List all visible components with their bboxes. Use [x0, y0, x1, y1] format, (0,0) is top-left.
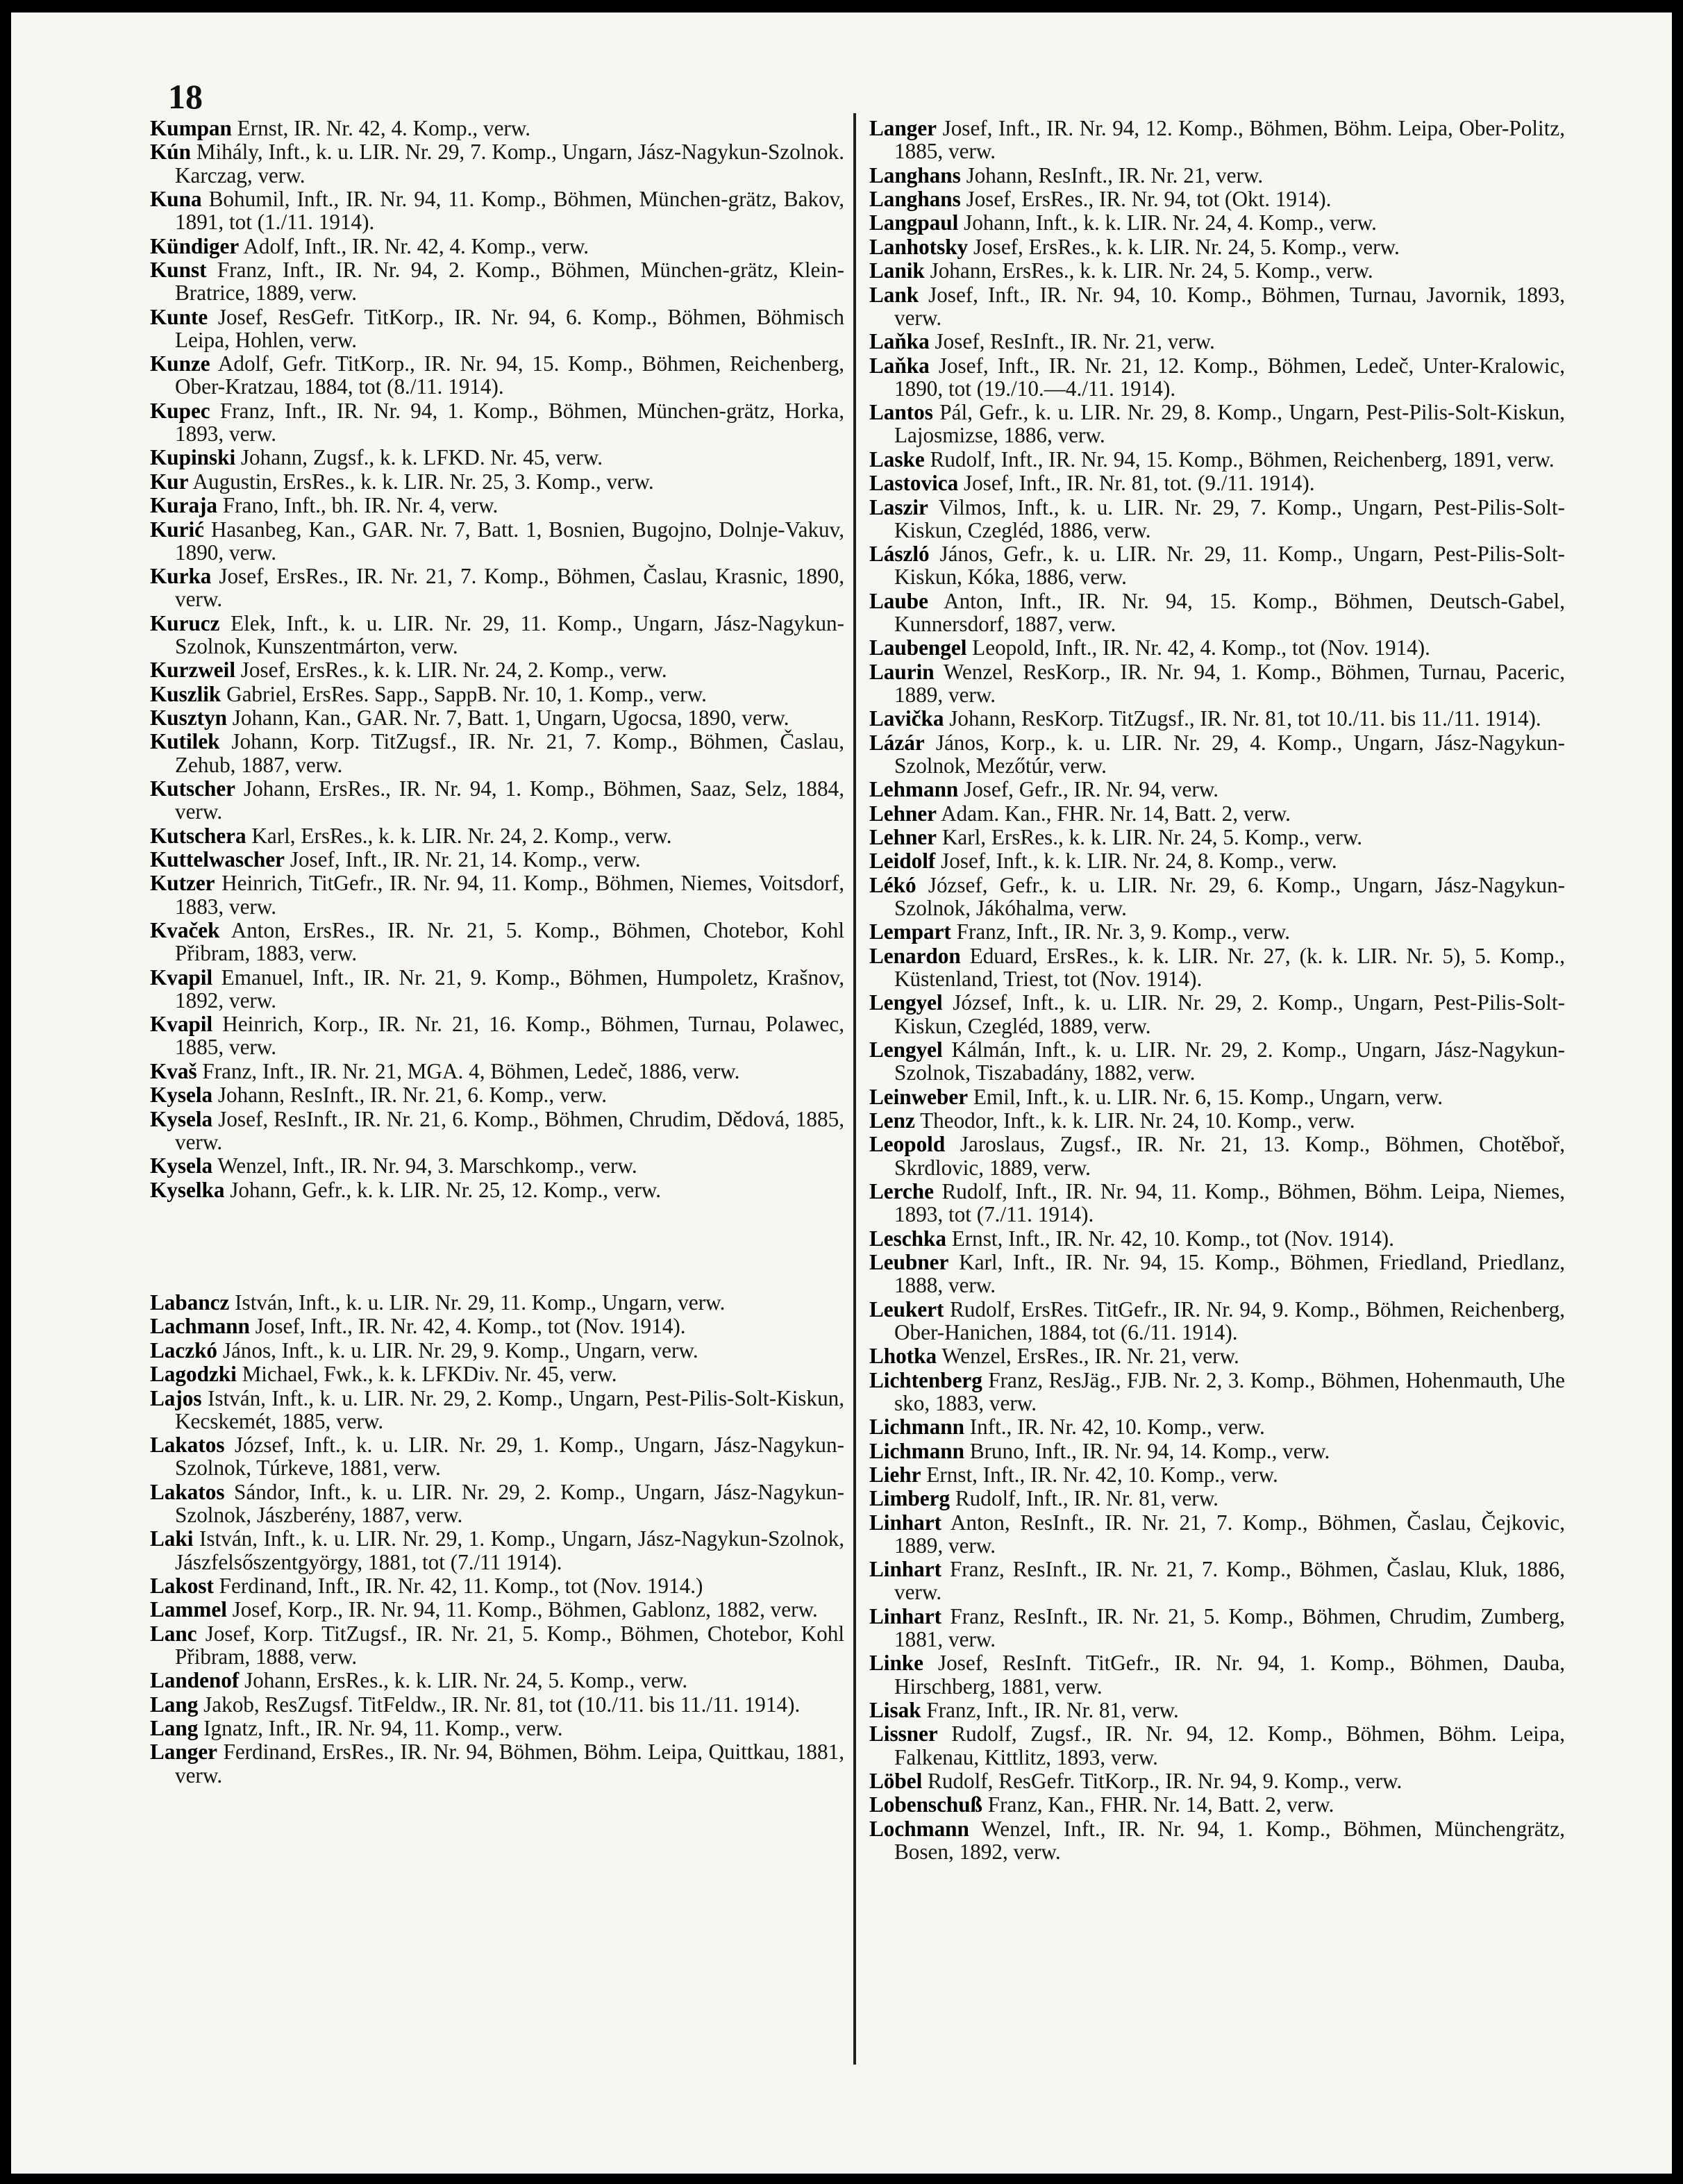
entry-details: Franz, ResInft., IR. Nr. 21, 5. Komp., Böhmen, Chrudim, Zumberg, 1881, verw. [894, 1603, 1565, 1652]
casualty-entry [150, 777, 844, 823]
casualty-entry [869, 259, 1565, 282]
entry-details: Adolf, Inft., IR. Nr. 42, 4. Komp., verw. [243, 233, 589, 258]
entry-details: Theodor, Inft., k. k. LIR. Nr. 24, 10. Komp., verw. [920, 1108, 1355, 1133]
entry-details: Rudolf, Zugsf., IR. Nr. 94, 12. Komp., Böhmen, Böhm. Leipa, Falkenau, Kittlitz, 1893, verw. [894, 1722, 1565, 1769]
casualty-entry [869, 1463, 1565, 1486]
entry-details: Johann, Inft., k. k. LIR. Nr. 24, 4. Komp., verw. [964, 210, 1377, 235]
entry-details: Franz, Kan., FHR. Nr. 14, Batt. 2, verw. [987, 1792, 1334, 1817]
casualty-entry [869, 542, 1565, 588]
entry-details: János, Inft., k. u. LIR. Nr. 29, 9. Komp., Ungarn, verw. [222, 1337, 698, 1362]
entry-details: Franz, ResInft., IR. Nr. 21, 7. Komp., Böhmen, Časlau, Kluk, 1886, verw. [894, 1557, 1566, 1605]
entry-surname: Kún [150, 140, 191, 165]
casualty-entry [869, 1769, 1565, 1792]
casualty-entry [150, 706, 844, 729]
entry-surname: Lichmann [869, 1415, 964, 1440]
entry-details: István, Inft., k. u. LIR. Nr. 29, 2. Komp., Ungarn, Pest-Pilis-Solt-Kiskun, Kecskemét, 1885, verw. [175, 1385, 844, 1433]
entry-details: Jakob, ResZugsf. TitFeldw., IR. Nr. 81, tot (10./11. bis 11./11. 1914). [203, 1692, 801, 1717]
entry-details: Ernst, IR. Nr. 42, 4. Komp., verw. [237, 116, 531, 140]
entry-details: Josef, ErsRes., k. k. LIR. Nr. 24, 2. Komp., verw. [240, 658, 667, 683]
casualty-entry [869, 991, 1565, 1037]
casualty-entry [869, 660, 1565, 706]
entry-details: Johann, ErsRes., k. k. LIR. Nr. 24, 5. Komp., verw. [930, 258, 1373, 283]
casualty-entry [869, 1251, 1565, 1297]
casualty-entry [150, 730, 844, 776]
entry-surname: Kvapil [150, 1012, 213, 1037]
entry-surname: Laňka [869, 329, 930, 354]
casualty-entry [150, 848, 844, 871]
casualty-entry [150, 1154, 844, 1177]
entry-details: Wenzel, Inft., IR. Nr. 94, 3. Marschkomp., verw. [217, 1153, 637, 1178]
entry-details: József, Inft., k. u. LIR. Nr. 29, 2. Komp., Ungarn, Pest-Pilis-Solt-Kiskun, Czegléd, 1889, verw. [894, 990, 1565, 1038]
entry-surname: Lisak [869, 1698, 921, 1723]
entry-surname: Langhans [869, 162, 961, 187]
entry-details: Johann, ResInft., IR. Nr. 21, 6. Komp., verw. [217, 1083, 608, 1108]
entry-surname: Kvaček [150, 918, 220, 943]
entry-surname: Lenardon [869, 943, 961, 968]
entry-surname: Laske [869, 447, 925, 472]
entry-surname: Lissner [869, 1722, 938, 1747]
entry-surname: Lehner [869, 825, 937, 850]
entry-details: Franz, Inft., IR. Nr. 94, 1. Komp., Böhmen, München-grätz, Horka, 1893, verw. [175, 398, 844, 446]
entry-details: Anton, ErsRes., IR. Nr. 21, 5. Komp., Böhmen, Chotebor, Kohl Přibram, 1883, verw. [175, 918, 845, 966]
entry-details: Ignatz, Inft., IR. Nr. 94, 11. Komp., verw. [203, 1716, 563, 1741]
entry-surname: Kutzer [150, 871, 215, 896]
entry-surname: Lenz [869, 1108, 915, 1133]
column-divider [853, 113, 856, 2065]
entry-details: Ferdinand, Inft., IR. Nr. 42, 11. Komp., tot (Nov. 1914.) [219, 1573, 703, 1598]
casualty-entry [869, 1180, 1565, 1226]
entry-surname: Lochmann [869, 1816, 969, 1841]
entry-surname: László [869, 542, 930, 567]
entry-surname: Laube [869, 588, 928, 613]
entry-details: Kálmán, Inft., k. u. LIR. Nr. 29, 2. Komp., Ungarn, Jász-Nagykun-Szolnok, Tiszabadány, 1882, verw. [894, 1037, 1566, 1085]
entry-details: Franz, Inft., IR. Nr. 21, MGA. 4, Böhmen, Ledeč, 1886, verw. [202, 1058, 740, 1083]
entry-surname: Kusztyn [150, 706, 227, 731]
entry-details: Anton, ResInft., IR. Nr. 21, 7. Komp., Böhmen, Časlau, Čejkovic, 1889, verw. [894, 1510, 1565, 1558]
casualty-entry [869, 1415, 1565, 1438]
casualty-entry [869, 1298, 1565, 1344]
entry-details: Franz, Inft., IR. Nr. 3, 9. Komp., verw. [956, 919, 1291, 944]
casualty-entry [150, 919, 844, 965]
entry-details: Hasanbeg, Kan., GAR. Nr. 7, Batt. 1, Bosnien, Bugojno, Dolnje-Vakuv, 1890, verw. [175, 517, 845, 565]
entry-surname: Lank [869, 282, 919, 307]
entry-details: Augustin, ErsRes., k. k. LIR. Nr. 25, 3. Komp., verw. [192, 469, 654, 494]
entry-surname: Kysela [150, 1106, 213, 1131]
casualty-entry [150, 1178, 844, 1201]
casualty-entry [869, 1699, 1565, 1722]
entry-details: Josef, ResInft. TitGefr., IR. Nr. 94, 1. Komp., Böhmen, Dauba, Hirschberg, 1881, verw. [894, 1651, 1566, 1699]
entry-details: Ernst, Inft., IR. Nr. 42, 10. Komp., verw. [926, 1462, 1278, 1487]
entry-surname: Kurić [150, 517, 204, 542]
entry-surname: Lang [150, 1692, 199, 1717]
casualty-entry [869, 1487, 1565, 1510]
entry-surname: Kupinski [150, 445, 236, 470]
entry-surname: Kysela [150, 1153, 213, 1178]
casualty-entry [150, 1669, 844, 1692]
entry-surname: Laubengel [869, 635, 967, 660]
entry-surname: Lakost [150, 1573, 214, 1598]
casualty-entry [869, 731, 1565, 777]
entry-details: Adam. Kan., FHR. Nr. 14, Batt. 2, verw. [941, 801, 1291, 826]
entry-details: Anton, Inft., IR. Nr. 94, 15. Komp., Böhmen, Deutsch-Gabel, Kunnersdorf, 1887, verw. [894, 588, 1566, 636]
entry-details: Josef, ErsRes., k. k. LIR. Nr. 24, 5. Komp., verw. [973, 234, 1400, 259]
casualty-entry [869, 920, 1565, 943]
casualty-entry [869, 944, 1565, 990]
entry-details: Josef, ResGefr. TitKorp., IR. Nr. 94, 6. Komp., Böhmen, Böhmisch Leipa, Hohlen, verw. [175, 304, 845, 352]
entry-details: Josef, ErsRes., IR. Nr. 21, 7. Komp., Böhmen, Časlau, Krasnic, 1890, verw. [175, 564, 844, 612]
entry-surname: Lichtenberg [869, 1367, 982, 1392]
entry-details: Adolf, Gefr. TitKorp., IR. Nr. 94, 15. Komp., Böhmen, Reichenberg, Ober-Kratzau, 1884, tot (8./11. 1914). [175, 351, 844, 399]
entry-details: Johann, ResKorp. TitZugsf., IR. Nr. 81, tot 10./11. bis 11./11. 1914). [949, 706, 1541, 731]
casualty-entry [150, 518, 844, 564]
casualty-entry [869, 117, 1565, 162]
entry-details: Rudolf, Inft., IR. Nr. 94, 11. Komp., Böhmen, Böhm. Leipa, Niemes, 1893, tot (7./11. 1914). [894, 1178, 1566, 1227]
entry-details: István, Inft., k. u. LIR. Nr. 29, 11. Komp., Ungarn, verw. [235, 1290, 726, 1315]
entry-surname: Laczkó [150, 1337, 218, 1362]
casualty-entry [869, 1109, 1565, 1132]
entry-details: József, Inft., k. u. LIR. Nr. 29, 1. Komp., Ungarn, Jász-Nagykun-Szolnok, Túrkeve, 1881, verw. [175, 1433, 844, 1481]
entry-details: Josef, Gefr., IR. Nr. 94, verw. [964, 777, 1219, 802]
entry-details: Karl, ErsRes., k. k. LIR. Nr. 24, 5. Komp., verw. [941, 825, 1363, 850]
casualty-entry [869, 1085, 1565, 1108]
entry-details: Bohumil, Inft., IR. Nr. 94, 11. Komp., Böhmen, München-grätz, Bakov, 1891, tot (1./11. 1914). [175, 186, 845, 235]
entry-details: Emil, Inft., k. u. LIR. Nr. 6, 15. Komp., Ungarn, verw. [973, 1084, 1443, 1109]
entry-surname: Langer [150, 1740, 218, 1765]
entry-details: Rudolf, Inft., IR. Nr. 94, 15. Komp., Böhmen, Reichenberg, 1891, verw. [930, 447, 1555, 472]
entry-surname: Lavička [869, 706, 944, 731]
casualty-entry [150, 352, 844, 398]
entry-surname: Kunte [150, 304, 208, 329]
entry-details: Johann, ErsRes., IR. Nr. 94, 1. Komp., Böhmen, Saaz, Selz, 1884, verw. [175, 776, 845, 824]
entry-surname: Kvapil [150, 965, 213, 990]
casualty-entry [869, 590, 1565, 635]
entry-surname: Lékó [869, 872, 916, 897]
casualty-entry [869, 1793, 1565, 1816]
entry-details: Josef, Inft., IR. Nr. 94, 10. Komp., Böhmen, Turnau, Javornik, 1893, verw. [894, 282, 1565, 330]
casualty-entry [869, 1605, 1565, 1651]
casualty-entry [150, 235, 844, 258]
casualty-entry [150, 1362, 844, 1385]
entry-surname: Kyselka [150, 1177, 225, 1202]
casualty-entry [869, 1817, 1565, 1863]
casualty-entry [150, 1717, 844, 1740]
casualty-entry [869, 1038, 1565, 1084]
left-column [150, 117, 844, 1787]
entry-details: Josef, Inft., IR. Nr. 21, 14. Komp., verw. [290, 847, 641, 872]
entry-details: Josef, Korp., IR. Nr. 94, 11. Komp., Böhmen, Gablonz, 1882, verw. [232, 1597, 818, 1622]
casualty-entry [150, 565, 844, 610]
entry-details: Franz, Inft., IR. Nr. 94, 2. Komp., Böhmen, München-grätz, Klein-Bratrice, 1889, verw. [175, 257, 844, 306]
entry-surname: Linhart [869, 1557, 941, 1582]
casualty-entry [150, 1622, 844, 1668]
casualty-entry [869, 1511, 1565, 1557]
casualty-entry [150, 1433, 844, 1479]
casualty-entry [150, 1291, 844, 1314]
entry-surname: Kuna [150, 186, 202, 211]
entry-details: Josef, ErsRes., IR. Nr. 94, tot (Okt. 1914). [966, 186, 1332, 211]
entry-surname: Kuttelwascher [150, 847, 285, 872]
entry-details: János, Gefr., k. u. LIR. Nr. 29, 11. Komp., Ungarn, Pest-Pilis-Solt-Kiskun, Kóka, 1886, verw. [894, 542, 1565, 590]
entry-surname: Limberg [869, 1486, 951, 1511]
entry-details: Josef, Inft., k. k. LIR. Nr. 24, 8. Komp., verw. [941, 849, 1337, 874]
entry-details: Mihály, Inft., k. u. LIR. Nr. 29, 7. Komp., Ungarn, Jász-Nagykun-Szolnok. Karczag, verw. [175, 140, 845, 187]
casualty-entry [150, 658, 844, 681]
entry-surname: Lanik [869, 258, 925, 283]
entry-details: Karl, Inft., IR. Nr. 94, 15. Komp., Böhmen, Friedland, Priedlanz, 1888, verw. [894, 1249, 1566, 1298]
document-page [11, 12, 1672, 2174]
entry-details: Bruno, Inft., IR. Nr. 94, 14. Komp., verw. [969, 1438, 1330, 1463]
entry-surname: Leukert [869, 1297, 944, 1322]
entry-surname: Lehner [869, 801, 937, 826]
casualty-entry [869, 636, 1565, 659]
casualty-entry [150, 1387, 844, 1433]
entry-surname: Löbel [869, 1769, 923, 1794]
casualty-entry [869, 826, 1565, 849]
entry-surname: Kutscher [150, 776, 235, 801]
casualty-entry [869, 1440, 1565, 1462]
casualty-entry [869, 802, 1565, 825]
entry-details: Sándor, Inft., k. u. LIR. Nr. 29, 2. Komp., Ungarn, Jász-Nagykun-Szolnok, Jászberény, 1887, verw. [175, 1479, 845, 1527]
entry-surname: Kunze [150, 351, 210, 376]
entry-surname: Lakatos [150, 1479, 225, 1504]
entry-surname: Kutschera [150, 823, 246, 848]
entry-surname: Kurucz [150, 610, 220, 635]
casualty-entry [869, 496, 1565, 542]
entry-surname: Langpaul [869, 210, 959, 235]
entry-details: Wenzel, ResKorp., IR. Nr. 94, 1. Komp., Böhmen, Turnau, Paceric, 1889, verw. [894, 659, 1566, 707]
entry-details: Josef, ResInft., IR. Nr. 21, 6. Komp., Böhmen, Chrudim, Dědová, 1885, verw. [175, 1106, 845, 1154]
entry-surname: Lastovica [869, 471, 959, 496]
entry-surname: Kuszlik [150, 681, 221, 706]
entry-details: Eduard, ErsRes., k. k. LIR. Nr. 27, (k. k. LIR. Nr. 5), 5. Komp., Küstenland, Triest, tot (Nov. 1914). [894, 943, 1565, 991]
casualty-entry [869, 330, 1565, 353]
entry-details: Johann, Kan., GAR. Nr. 7, Batt. 1, Ungarn, Ugocsa, 1890, verw. [232, 706, 789, 731]
entry-details: Josef, Inft., IR. Nr. 42, 4. Komp., tot (Nov. 1914). [255, 1314, 686, 1339]
entry-surname: Lengyel [869, 990, 943, 1015]
entry-surname: Kumpan [150, 116, 232, 140]
entry-surname: Lachmann [150, 1314, 250, 1339]
casualty-entry [150, 1083, 844, 1106]
entry-details: Josef, ResInft., IR. Nr. 21, verw. [935, 329, 1215, 354]
casualty-entry [150, 1108, 844, 1153]
entry-surname: Linhart [869, 1603, 941, 1628]
entry-details: Rudolf, Inft., IR. Nr. 81, verw. [955, 1486, 1219, 1511]
casualty-entry [869, 1722, 1565, 1768]
entry-surname: Lammel [150, 1597, 227, 1622]
entry-surname: Laňka [869, 353, 930, 378]
entry-surname: Lhotka [869, 1344, 937, 1369]
entry-surname: Lerche [869, 1178, 934, 1203]
entry-surname: Lagodzki [150, 1362, 237, 1387]
entry-surname: Laki [150, 1526, 194, 1551]
casualty-entry [869, 164, 1565, 187]
casualty-entry [150, 683, 844, 706]
entry-surname: Langer [869, 116, 937, 140]
casualty-entry [150, 1315, 844, 1337]
entry-details: Pál, Gefr., k. u. LIR. Nr. 29, 8. Komp., Ungarn, Pest-Pilis-Solt-Kiskun, Lajosmizse, 1886, verw. [894, 400, 1565, 448]
casualty-entry [150, 306, 844, 351]
casualty-entry [869, 211, 1565, 234]
entry-surname: Lehmann [869, 777, 959, 802]
casualty-entry [150, 1481, 844, 1526]
entry-surname: Kunst [150, 257, 207, 282]
entry-details: Emanuel, Inft., IR. Nr. 21, 9. Komp., Böhmen, Humpoletz, Krašnov, 1892, verw. [175, 965, 845, 1012]
entry-surname: Linke [869, 1651, 923, 1676]
entry-details: Josef, Inft., IR. Nr. 81, tot. (9./11. 1914). [964, 471, 1315, 496]
casualty-entry [150, 824, 844, 847]
casualty-entry [150, 470, 844, 493]
entry-surname: Linhart [869, 1510, 941, 1535]
entry-surname: Kuraja [150, 493, 218, 518]
entry-surname: Lobenschuß [869, 1792, 982, 1817]
casualty-entry [869, 283, 1565, 329]
casualty-entry [150, 612, 844, 658]
casualty-entry [869, 1227, 1565, 1250]
casualty-entry [150, 117, 844, 140]
entry-details: Karl, ErsRes., k. k. LIR. Nr. 24, 2. Komp., verw. [251, 823, 672, 848]
entry-surname: Laszir [869, 494, 928, 519]
entry-surname: Leopold [869, 1132, 946, 1157]
entry-surname: Kur [150, 469, 189, 494]
entry-details: Johann, ErsRes., k. k. LIR. Nr. 24, 5. Komp., verw. [244, 1668, 688, 1693]
entry-details: Rudolf, ErsRes. TitGefr., IR. Nr. 94, 9. Komp., Böhmen, Reichenberg, Ober-Hanichen, 1884, tot (6./11. 1914). [894, 1297, 1565, 1344]
entry-details: Johann, ResInft., IR. Nr. 21, verw. [966, 162, 1264, 187]
entry-details: Wenzel, ErsRes., IR. Nr. 21, verw. [941, 1344, 1239, 1369]
entry-surname: Laurin [869, 659, 935, 684]
entry-details: Johann, Gefr., k. k. LIR. Nr. 25, 12. Komp., verw. [230, 1177, 662, 1202]
casualty-entry [869, 448, 1565, 471]
entry-surname: Lajos [150, 1385, 202, 1410]
casualty-entry [150, 1527, 844, 1573]
casualty-entry [150, 966, 844, 1012]
entry-surname: Lanc [150, 1621, 197, 1646]
casualty-entry [869, 401, 1565, 447]
entry-details: Josef, Inft., IR. Nr. 94, 12. Komp., Böhmen, Böhm. Leipa, Ober-Politz, 1885, verw. [894, 116, 1566, 164]
entry-surname: Liehr [869, 1462, 921, 1487]
entry-surname: Leidolf [869, 849, 936, 874]
entry-surname: Lang [150, 1716, 199, 1741]
casualty-entry [869, 472, 1565, 494]
casualty-entry [150, 1598, 844, 1621]
entry-surname: Lanhotsky [869, 234, 969, 259]
page-number: 18 [168, 77, 203, 116]
entry-surname: Lengyel [869, 1037, 943, 1062]
entry-details: Rudolf, ResGefr. TitKorp., IR. Nr. 94, 9. Komp., verw. [928, 1769, 1402, 1794]
entry-details: Josef, Korp. TitZugsf., IR. Nr. 21, 5. Komp., Böhmen, Chotebor, Kohl Přibram, 1888, verw. [175, 1621, 844, 1669]
entry-details: Johann, Zugsf., k. k. LFKD. Nr. 45, verw. [240, 445, 603, 470]
entry-surname: Landenof [150, 1668, 240, 1693]
casualty-entry [150, 399, 844, 445]
entry-details: Ernst, Inft., IR. Nr. 42, 10. Komp., tot (Nov. 1914). [951, 1226, 1394, 1251]
casualty-entry [150, 1060, 844, 1083]
casualty-entry [150, 140, 844, 186]
right-column [869, 117, 1565, 1864]
entry-details: Vilmos, Inft., k. u. LIR. Nr. 29, 7. Komp., Ungarn, Pest-Pilis-Solt-Kiskun, Czegléd, 1886, verw. [894, 494, 1566, 542]
entry-surname: Leubner [869, 1249, 949, 1274]
entry-details: János, Korp., k. u. LIR. Nr. 29, 4. Komp., Ungarn, Jász-Nagykun-Szolnok, Mezőtúr, verw. [894, 730, 1566, 778]
casualty-entry [869, 187, 1565, 210]
entry-surname: Kurka [150, 564, 212, 589]
entry-details: Johann, Korp. TitZugsf., IR. Nr. 21, 7. Komp., Böhmen, Časlau, Zehub, 1887, verw. [175, 729, 845, 777]
casualty-entry [150, 494, 844, 517]
entry-details: József, Gefr., k. u. LIR. Nr. 29, 6. Komp., Ungarn, Jász-Nagykun-Szolnok, Jákóhalma, verw. [894, 872, 1566, 921]
entry-details: Heinrich, TitGefr., IR. Nr. 94, 11. Komp., Böhmen, Niemes, Voitsdorf, 1883, verw. [175, 871, 845, 919]
casualty-entry [150, 1574, 844, 1597]
entry-surname: Kysela [150, 1083, 213, 1108]
entry-details: Josef, Inft., IR. Nr. 21, 12. Komp., Böhmen, Ledeč, Unter-Kralowic, 1890, tot (19./10.—4./11. 1914). [894, 353, 1565, 401]
entry-details: Frano, Inft., bh. IR. Nr. 4, verw. [222, 493, 499, 518]
entry-details: Michael, Fwk., k. k. LFKDiv. Nr. 45, verw. [242, 1362, 617, 1387]
entry-surname: Kupec [150, 398, 210, 423]
casualty-entry [150, 1012, 844, 1058]
entry-details: Jaroslaus, Zugsf., IR. Nr. 21, 13. Komp., Böhmen, Chotěboř, Skrdlovic, 1889, verw. [894, 1132, 1565, 1180]
casualty-entry [150, 872, 844, 917]
casualty-entry [869, 1558, 1565, 1603]
casualty-entry [150, 187, 844, 233]
casualty-entry [869, 354, 1565, 400]
casualty-entry [150, 1339, 844, 1362]
entry-surname: Lempart [869, 919, 951, 944]
entry-details: Ferdinand, ErsRes., IR. Nr. 94, Böhmen, Böhm. Leipa, Quittkau, 1881, verw. [175, 1740, 844, 1787]
entry-details: Elek, Inft., k. u. LIR. Nr. 29, 11. Komp., Ungarn, Jász-Nagykun-Szolnok, Kunszentmárton, verw. [175, 610, 845, 658]
casualty-entry [869, 778, 1565, 801]
entry-details: Heinrich, Korp., IR. Nr. 21, 16. Komp., Böhmen, Turnau, Polawec, 1885, verw. [175, 1012, 845, 1060]
entry-surname: Kurzweil [150, 658, 235, 683]
entry-surname: Lantos [869, 400, 933, 425]
entry-surname: Labancz [150, 1290, 230, 1315]
entry-surname: Lichmann [869, 1438, 964, 1463]
casualty-entry [869, 235, 1565, 258]
entry-surname: Lakatos [150, 1433, 225, 1458]
casualty-entry [150, 1693, 844, 1716]
entry-details: Gabriel, ErsRes. Sapp., SappB. Nr. 10, 1. Komp., verw. [226, 681, 707, 706]
entry-surname: Lázár [869, 730, 925, 755]
entry-details: István, Inft., k. u. LIR. Nr. 29, 1. Komp., Ungarn, Jász-Nagykun-Szolnok, Jászfelsőszentgyörgy, 1881, tot (7./11 1914). [175, 1526, 845, 1574]
entry-details: Franz, Inft., IR. Nr. 81, verw. [926, 1698, 1179, 1723]
casualty-entry [869, 874, 1565, 919]
casualty-entry [150, 1740, 844, 1786]
casualty-entry [869, 1651, 1565, 1697]
entry-surname: Kvaš [150, 1058, 197, 1083]
casualty-entry [869, 707, 1565, 730]
entry-details: Leopold, Inft., IR. Nr. 42, 4. Komp., tot (Nov. 1914). [972, 635, 1430, 660]
casualty-entry [869, 849, 1565, 872]
entry-surname: Leinweber [869, 1084, 969, 1109]
casualty-entry [150, 446, 844, 469]
entry-surname: Langhans [869, 186, 961, 211]
entry-surname: Kutilek [150, 729, 220, 754]
casualty-entry [869, 1369, 1565, 1415]
entry-surname: Leschka [869, 1226, 946, 1251]
entry-details: Franz, ResJäg., FJB. Nr. 2, 3. Komp., Böhmen, Hohenmauth, Uhe sko, 1883, verw. [894, 1367, 1566, 1415]
casualty-entry [869, 1133, 1565, 1178]
entry-surname: Kündiger [150, 233, 240, 258]
entry-details: Inft., IR. Nr. 42, 10. Komp., verw. [969, 1415, 1265, 1440]
casualty-entry [150, 258, 844, 304]
entry-details: Wenzel, Inft., IR. Nr. 94, 1. Komp., Böhmen, Münchengrätz, Bosen, 1892, verw. [894, 1816, 1565, 1865]
casualty-entry [869, 1344, 1565, 1367]
section-gap [150, 1202, 844, 1291]
